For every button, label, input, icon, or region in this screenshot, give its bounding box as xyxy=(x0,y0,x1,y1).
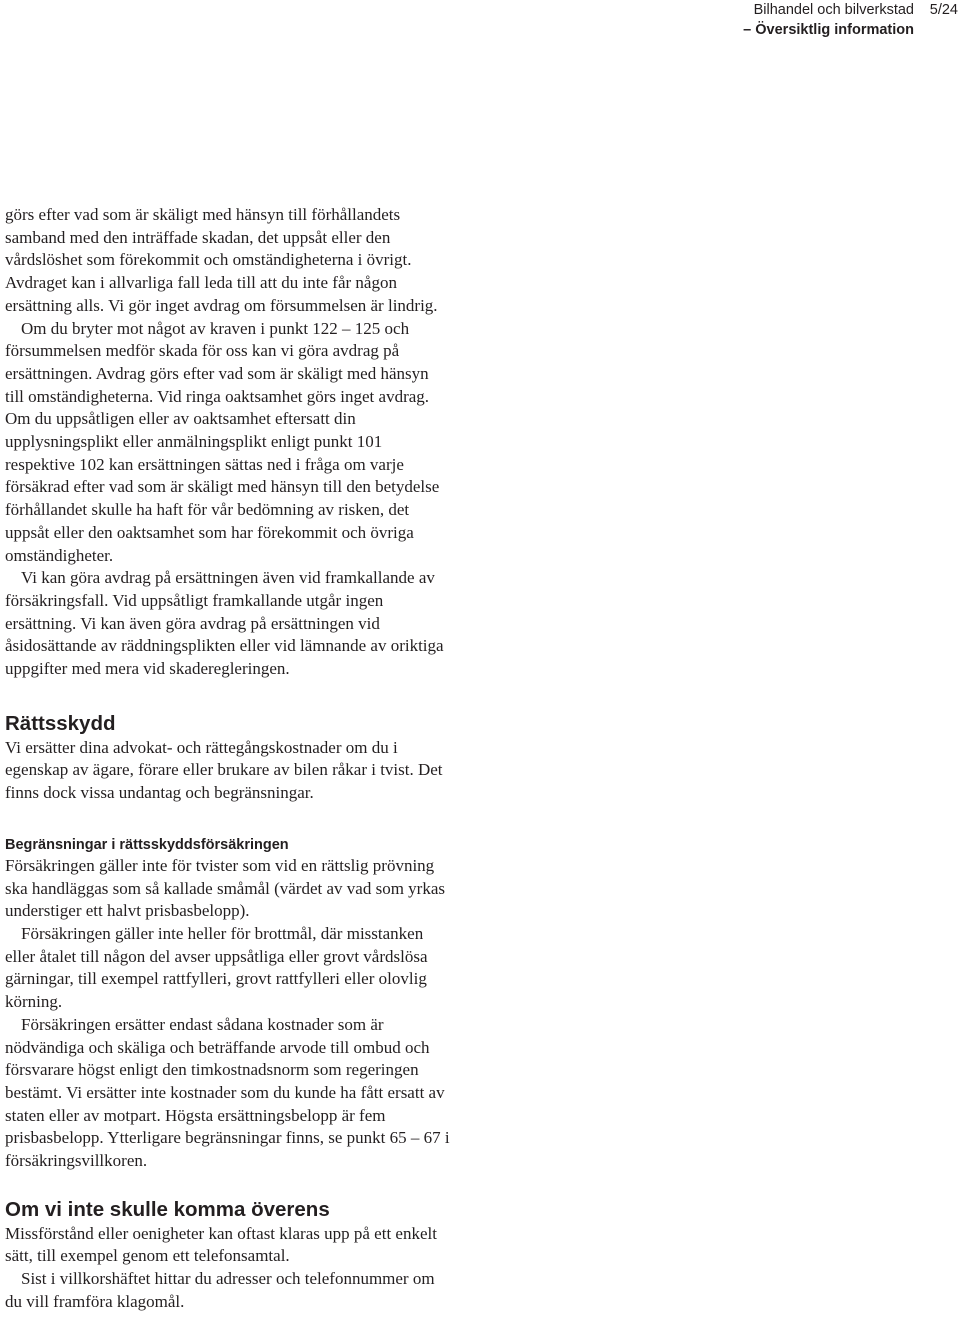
page-number: 5/24 xyxy=(929,2,958,18)
paragraph: Om du bryter mot något av kraven i punkt 122 – 125 och försummelsen medför skada för oss kan vi göra avdrag på ersättningen. Avdrag görs efter vad som är skäligt med hänsyn till omständigheterna. Vid ringa oaktsamhet görs inget avdrag. Om du uppsåtligen eller av oaktsamhet eftersatt din upplysningsplikt eller anmälningsplikt enligt punkt 101 respektive 102 kan ersättningen sättas ned i fråga om varje försäkrad efter vad som är skäligt med hänsyn till den betydelse förhållandet skulle ha haft för vår bedömning av risken, det uppsåt eller den oaktsamhet som har förekommit och övriga omständigheter. xyxy=(5,318,440,565)
paragraph: Försäkringen gäller inte för tvister som vid en rättslig prövning ska handläggas som så kallade småmål (värdet av vad som yrkas understiger ett halvt prisbasbelopp). xyxy=(5,855,445,921)
paragraph: Försäkringen ersätter endast sådana kostnader som är nödvändiga och skäliga och beträffande arvode till ombud och försvarare högst enligt den timkostnadsnorm som regeringen bestämt. Vi ersätter inte kostnader som du kunde ha fått ersatt av staten eller av motpart. Högsta ersättningsbelopp är fem prisbasbelopp. Ytterligare begränsningar finns, se punkt 65 – 67 i försäkringsvillkoren. xyxy=(5,1014,450,1171)
paragraph: Försäkringen gäller inte heller för brottmål, där misstanken eller åtalet till någon del avser uppsåtliga eller grovt vårdslösa gärningar, till exempel rattfylleri, grovt rattfylleri eller olovlig körning. xyxy=(5,923,428,1012)
paragraph: Missförstånd eller oenigheter kan oftast klaras upp på ett enkelt sätt, till exempel genom ett telefonsamtal. xyxy=(5,1223,437,1266)
subsection-heading: Begränsningar i rättsskyddsförsäkringen xyxy=(5,836,289,853)
section-disagreement xyxy=(5,1197,451,1314)
section-limitations xyxy=(5,835,451,1173)
document-subtitle: – Översiktlig information xyxy=(743,22,914,38)
paragraph: Vi ersätter dina advokat- och rättegångskostnader om du i egenskap av ägare, förare eller brukare av bilen råkar i tvist. Det finns dock vissa undantag och begränsningar. xyxy=(5,737,443,803)
section-deductions xyxy=(5,204,451,681)
paragraph: görs efter vad som är skäligt med hänsyn till förhållandets samband med den inträffade skadan, det uppsåt eller den vårdslöshet som förekommit och omständigheterna i övrigt. Avdraget kan i allvarliga fall leda till att du inte får någon ersättning alls. Vi gör inget avdrag om försummelsen är lindrig. xyxy=(5,205,438,315)
main-text-column xyxy=(5,182,451,1314)
page-header xyxy=(0,0,960,50)
document-title: Bilhandel och bilverkstad xyxy=(753,2,914,18)
section-heading: Rättsskydd xyxy=(5,711,116,735)
section-heading: Om vi inte skulle komma överens xyxy=(5,1197,330,1221)
section-rattsskydd xyxy=(5,711,451,805)
paragraph: Sist i villkorshäftet hittar du adresser och telefonnummer om du vill framföra klagomål. xyxy=(5,1269,435,1311)
paragraph: Vi kan göra avdrag på ersättningen även vid framkallande av försäkringsfall. Vid uppsåtligt framkallande utgår ingen ersättning. Vi kan även göra avdrag på ersättningen vid åsidosättande av räddningsplikten eller vid lämnande av oriktiga uppgifter med mera vid skaderegleringen. xyxy=(5,568,444,679)
